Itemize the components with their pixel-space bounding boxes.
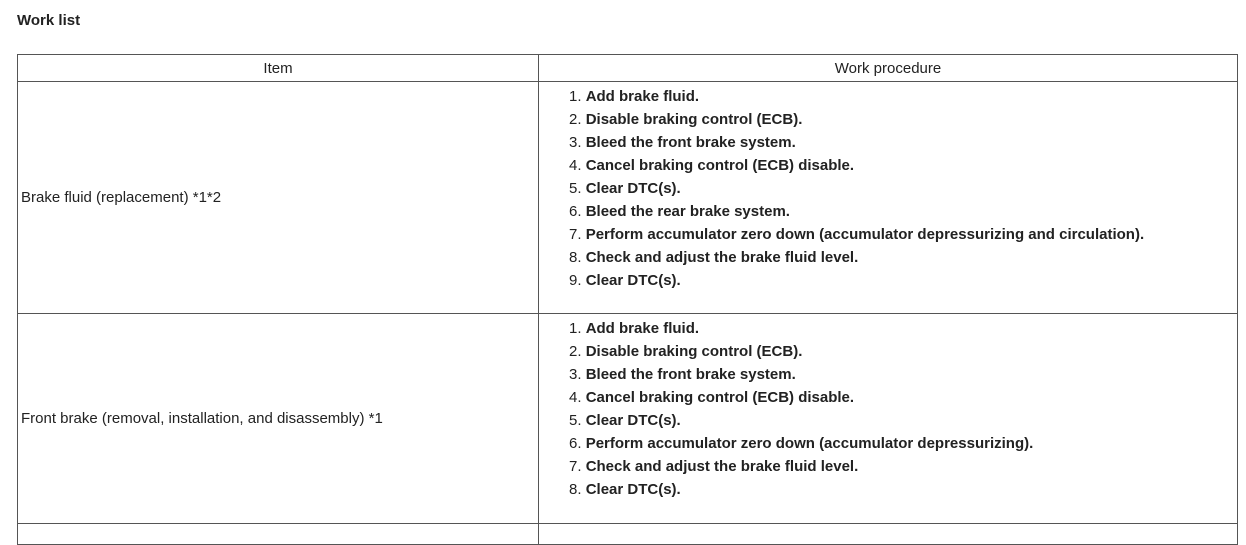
procedure-steps-list (569, 319, 1237, 503)
procedure-step (569, 342, 1237, 365)
step-number: 1. (569, 88, 586, 105)
procedure-step (569, 133, 1237, 156)
procedure-step (569, 480, 1237, 503)
step-text: Add brake fluid. (585, 320, 700, 337)
step-text: Disable braking control (ECB). (585, 343, 803, 360)
step-number: 8. (569, 481, 586, 498)
procedure-step (569, 179, 1237, 202)
step-number: 1. (569, 320, 586, 337)
step-number: 5. (569, 180, 586, 197)
step-text: Clear DTC(s). (585, 412, 681, 429)
step-text: Bleed the front brake system. (585, 366, 796, 383)
step-text: Disable braking control (ECB). (585, 111, 803, 128)
table-header-row (18, 55, 1238, 82)
step-number: 5. (569, 412, 586, 429)
procedure-step (569, 319, 1237, 342)
procedure-step (569, 156, 1237, 179)
table-cell-empty (18, 524, 539, 545)
step-number: 7. (569, 226, 586, 243)
step-number: 6. (569, 435, 586, 452)
table-row-partial (18, 524, 1238, 545)
column-header-item: Item (18, 55, 539, 82)
item-cell: Brake fluid (replacement) *1*2 (18, 82, 539, 314)
work-procedure-cell (539, 82, 1238, 314)
step-text: Bleed the rear brake system. (585, 203, 790, 220)
step-text: Clear DTC(s). (585, 272, 681, 289)
step-text: Clear DTC(s). (585, 180, 681, 197)
step-number: 9. (569, 272, 586, 289)
page-title: Work list (17, 12, 81, 29)
table-row (18, 314, 1238, 524)
procedure-step (569, 225, 1237, 248)
table-cell-empty (539, 524, 1238, 545)
procedure-step (569, 271, 1237, 294)
step-text: Clear DTC(s). (585, 481, 681, 498)
step-number: 2. (569, 111, 586, 128)
step-number: 2. (569, 343, 586, 360)
column-header-work-procedure: Work procedure (539, 55, 1238, 82)
procedure-step (569, 434, 1237, 457)
step-number: 4. (569, 157, 586, 174)
table-row (18, 82, 1238, 314)
step-number: 7. (569, 458, 586, 475)
step-number: 3. (569, 366, 586, 383)
work-list-table (17, 54, 1238, 545)
procedure-step (569, 87, 1237, 110)
step-text: Bleed the front brake system. (585, 134, 796, 151)
step-number: 8. (569, 249, 586, 266)
procedure-steps-list (569, 87, 1237, 294)
step-number: 6. (569, 203, 586, 220)
item-cell: Front brake (removal, installation, and disassembly) *1 (18, 314, 539, 524)
procedure-step (569, 110, 1237, 133)
procedure-step (569, 202, 1237, 225)
step-text: Add brake fluid. (585, 88, 700, 105)
step-number: 4. (569, 389, 586, 406)
step-text: Perform accumulator zero down (accumulator depressurizing). (585, 435, 1034, 452)
procedure-step (569, 248, 1237, 271)
step-text: Cancel braking control (ECB) disable. (585, 157, 855, 174)
step-text: Check and adjust the brake fluid level. (585, 458, 859, 475)
work-procedure-cell (539, 314, 1238, 524)
procedure-step (569, 457, 1237, 480)
step-number: 3. (569, 134, 586, 151)
procedure-step (569, 388, 1237, 411)
procedure-step (569, 411, 1237, 434)
step-text: Check and adjust the brake fluid level. (585, 249, 859, 266)
step-text: Cancel braking control (ECB) disable. (585, 389, 855, 406)
procedure-step (569, 365, 1237, 388)
step-text: Perform accumulator zero down (accumulator depressurizing and circulation). (585, 226, 1145, 243)
